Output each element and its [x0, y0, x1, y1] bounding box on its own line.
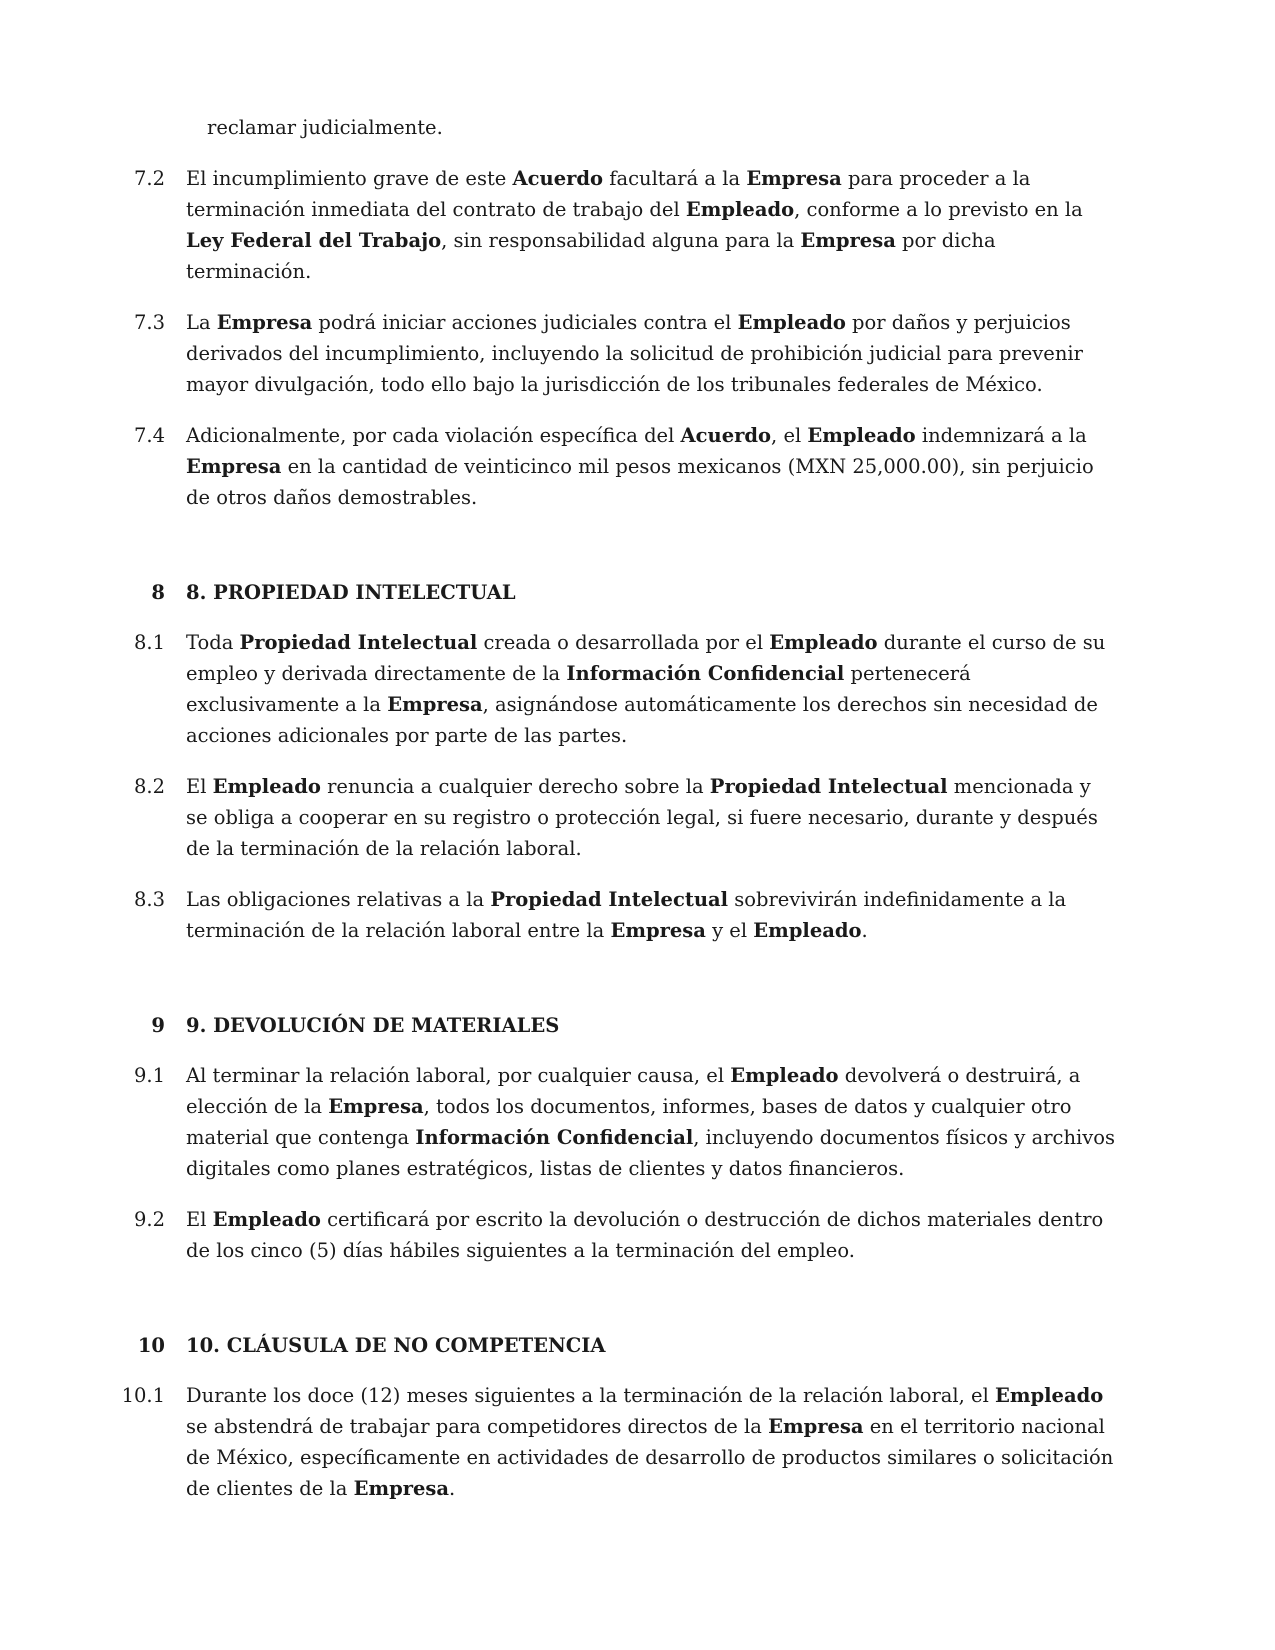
section-title: 8. PROPIEDAD INTELECTUAL [186, 581, 516, 604]
clause-text: Durante los doce (12) meses siguientes a la terminación de la relación laboral, el Empleado se abstendrá de trabajar para competidores directos de la Empresa en el territorio nacional de México, específicamente en actividades de desarrollo de productos similares o solicitación de clientes de la Empresa. [186, 1384, 1114, 1500]
clause-7-4 [0, 420, 1275, 513]
clause-number: 7.4 [133, 424, 165, 447]
clause-number: 7.2 [133, 167, 165, 190]
continuation-text: reclamar judicialmente. [207, 116, 443, 139]
clause-text: Al terminar la relación laboral, por cualquier causa, el Empleado devolverá o destruirá, a elección de la Empresa, todos los documentos, informes, bases de datos y cualquier otro material que contenga Información Confidencial, incluyendo documentos físicos y archivos digitales como planes estratégicos, listas de clientes y datos financieros. [186, 1064, 1116, 1180]
clause-text: Adicionalmente, por cada violación específica del Acuerdo, el Empleado indemnizará a la Empresa en la cantidad de veinticinco mil pesos mexicanos (MXN 25,000.00), sin perjuicio de otros daños demostrables. [186, 424, 1094, 509]
clause-8-3 [0, 884, 1275, 946]
clause-number: 9.1 [133, 1064, 165, 1087]
clause-10-1 [0, 1380, 1275, 1504]
clause-9-2 [0, 1204, 1275, 1266]
clause-number: 9.2 [133, 1208, 165, 1231]
section-number: 9 [151, 1014, 165, 1037]
clause-number: 8.1 [133, 631, 165, 654]
clause-9-1 [0, 1060, 1275, 1184]
section-title: 9. DEVOLUCIÓN DE MATERIALES [186, 1014, 560, 1037]
clause-text: La Empresa podrá iniciar acciones judiciales contra el Empleado por daños y perjuicios derivados del incumplimiento, incluyendo la solicitud de prohibición judicial para prevenir mayor divulgación, todo ello bajo la jurisdicción de los tribunales federales de México. [186, 311, 1083, 396]
clause-8-1 [0, 627, 1275, 751]
clause-number: 10.1 [121, 1384, 165, 1407]
clause-text: El Empleado certificará por escrito la devolución o destrucción de dichos materiales dentro de los cinco (5) días hábiles siguientes a la terminación del empleo. [186, 1208, 1104, 1262]
clause-7-2 [0, 163, 1275, 287]
section-number: 8 [151, 581, 165, 604]
section-heading-9 [0, 1010, 1275, 1041]
clause-text: Toda Propiedad Intelectual creada o desarrollada por el Empleado durante el curso de su empleo y derivada directamente de la Información Confidencial pertenecerá exclusivamente a la Empresa, asignándose automáticamente los derechos sin necesidad de acciones adicionales por parte de las partes. [186, 631, 1106, 747]
document-page [0, 112, 1275, 1504]
clause-8-2 [0, 771, 1275, 864]
section-title: 10. CLÁUSULA DE NO COMPETENCIA [186, 1334, 606, 1357]
section-heading-8 [0, 577, 1275, 608]
clause-number: 8.3 [133, 888, 165, 911]
clause-text: Las obligaciones relativas a la Propiedad Intelectual sobrevivirán indefinidamente a la terminación de la relación laboral entre la Empresa y el Empleado. [186, 888, 1067, 942]
section-heading-10 [0, 1330, 1275, 1361]
section-number: 10 [137, 1334, 165, 1357]
clause-7-3 [0, 307, 1275, 400]
clause-text: El incumplimiento grave de este Acuerdo facultará a la Empresa para proceder a la terminación inmediata del contrato de trabajo del Empleado, conforme a lo previsto en la Ley Federal del Trabajo, sin responsabilidad alguna para la Empresa por dicha terminación. [186, 167, 1083, 283]
clause-number: 8.2 [133, 775, 165, 798]
clause-number: 7.3 [133, 311, 165, 334]
clause-text: El Empleado renuncia a cualquier derecho sobre la Propiedad Intelectual mencionada y se obliga a cooperar en su registro o protección legal, si fuere necesario, durante y después de la terminación de la relación laboral. [186, 775, 1098, 860]
